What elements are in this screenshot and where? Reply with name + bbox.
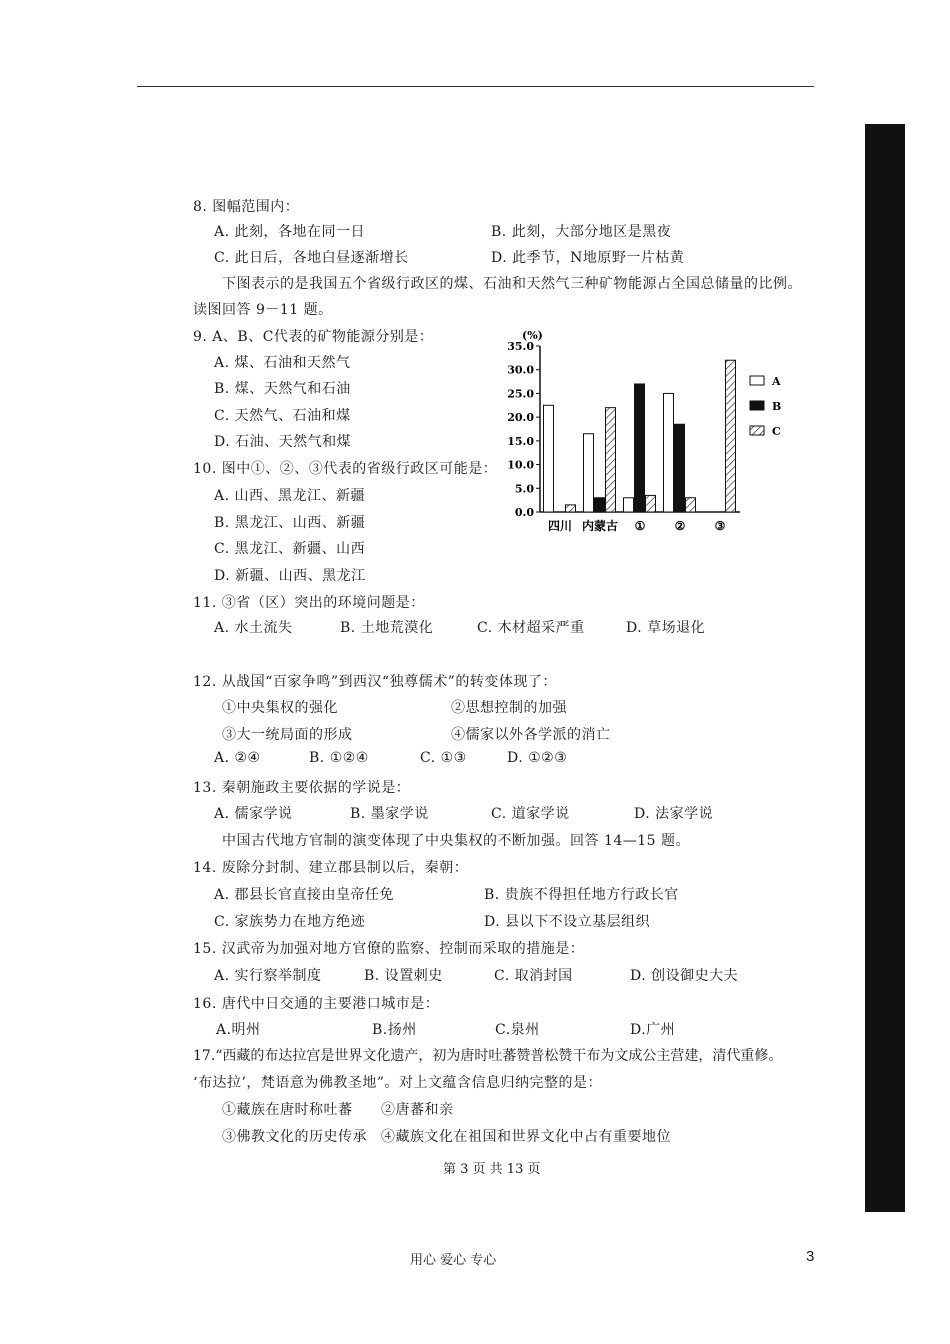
q10-option-c: C. 黑龙江、新疆、山西 [214,541,366,557]
q15-option-c: C. 取消封国 [494,968,573,984]
q17-item-4: ④藏族文化在祖国和世界文化中占有重要地位 [381,1129,671,1145]
q17-item-1: ①藏族在唐时称吐蕃 [222,1102,353,1118]
q12-item-2: ②思想控制的加强 [451,700,567,716]
q12-option-c: C. ①③ [420,750,467,766]
y-tick-label: 35.0 [507,340,534,353]
bar-A-0 [544,405,554,512]
q11-stem: 11. ③省（区）突出的环境问题是： [193,595,425,611]
exam-page-footer: 第 3 页 共 13 页 [443,1162,541,1177]
q12-option-a: A. ②④ [214,750,261,766]
legend-label-B: B [772,400,782,413]
legend-label-A: A [772,375,781,388]
y-tick-label: 20.0 [507,411,534,425]
legend-label-C: C [772,425,781,438]
q13-stem: 13. 秦朝施政主要依据的学说是： [193,780,411,796]
y-tick-label: 30.0 [507,363,534,377]
bar-C-1 [606,408,616,512]
bar-C-2 [646,495,656,512]
q9-stem: 9. A、B、C代表的矿物能源分别是： [193,329,434,345]
q12-option-d: D. ①②③ [507,750,568,766]
energy-reserve-bar-chart [500,326,800,546]
bar-A-2 [624,498,634,512]
q8-option-c: C. 此日后，各地白昼逐渐增长 [214,250,409,266]
intro-14-15: 中国古代地方官制的演变体现了中央集权的不断加强。回答 14—15 题。 [222,833,691,849]
q17-line1: 17.“西藏的布达拉宫是世界文化遗产，初为唐时吐蕃赞普松赞干布为文成公主营建，清代重修。 [193,1048,783,1064]
document-footer: 用心 爱心 专心 [410,1253,497,1268]
q14-option-c: C. 家族势力在地方绝迹 [214,914,366,930]
q11-option-b: B. 土地荒漠化 [340,620,434,636]
y-tick-label: 5.0 [514,482,534,496]
y-tick-label: 25.0 [507,387,534,401]
q10-option-d: D. 新疆、山西、黑龙江 [214,568,366,584]
q15-option-b: B. 设置刺史 [364,968,443,984]
q16-option-b: B.扬州 [372,1022,417,1038]
bar-C-3 [686,498,696,512]
q13-option-d: D. 法家学说 [634,806,714,822]
q15-option-a: A. 实行察举制度 [214,968,322,984]
q14-option-a: A. 郡县长官直接由皇帝任免 [214,887,395,903]
q13-option-c: C. 道家学说 [491,806,570,822]
q13-option-b: B. 墨家学说 [350,806,429,822]
q15-option-d: D. 创设御史大夫 [630,968,739,984]
bar-B-2 [635,384,645,512]
q11-option-c: C. 木材超采严重 [477,620,585,636]
page-number: 3 [806,1248,815,1265]
q10-stem: 10. 图中①、②、③代表的省级行政区可能是： [193,461,498,477]
legend-swatch-C [750,426,764,435]
y-tick-label: 15.0 [507,434,534,448]
q11-option-d: D. 草场退化 [626,620,706,636]
q12-item-1: ①中央集权的强化 [222,700,338,716]
x-tick-label: ② [674,519,686,533]
q9-option-d: D. 石油、天然气和煤 [214,434,352,450]
q12-stem: 12. 从战国“百家争鸣”到西汉“独尊儒术”的转变体现了： [193,674,557,690]
q10-option-a: A. 山西、黑龙江、新疆 [214,488,366,504]
q14-stem: 14. 废除分封制、建立郡县制以后，秦朝： [193,860,469,876]
q10-option-b: B. 黑龙江、山西、新疆 [214,515,366,531]
bar-B-1 [595,498,605,512]
q12-item-4: ④儒家以外各学派的消亡 [451,727,611,743]
q8-option-d: D. 此季节，N地原野一片枯黄 [491,250,685,266]
q12-option-b: B. ①②④ [309,750,369,766]
q14-option-b: B. 贵族不得担任地方行政长官 [484,887,679,903]
intro-9-11-line2: 读图回答 9－11 题。 [193,302,333,318]
q16-option-a: A.明州 [216,1022,261,1038]
q9-option-a: A. 煤、石油和天然气 [214,355,351,371]
scan-edge-bar [865,124,905,1212]
y-axis-label: (%) [522,329,543,342]
q9-option-b: B. 煤、天然气和石油 [214,381,351,397]
q14-option-d: D. 县以下不设立基层组织 [484,914,651,930]
bar-C-4 [726,360,736,512]
q15-stem: 15. 汉武帝为加强对地方官僚的监察、控制而采取的措施是： [193,941,585,957]
q8-option-a: A. 此刻，各地在同一日 [214,224,366,240]
q17-item-2: ②唐蕃和亲 [381,1102,454,1118]
x-tick-label: 内蒙古 [581,519,619,533]
q16-stem: 16. 唐代中日交通的主要港口城市是： [193,996,440,1012]
x-tick-label: ③ [714,519,726,533]
x-tick-label: ① [634,519,646,533]
q11-option-a: A. 水土流失 [214,620,293,636]
bar-C-0 [566,505,576,512]
legend-swatch-A [750,376,764,385]
top-rule [137,86,814,87]
intro-9-11-line1: 下图表示的是我国五个省级行政区的煤、石油和天然气三种矿物能源占全国总储量的比例。 [222,276,802,292]
q17-line2: ‘布达拉’，梵语意为佛教圣地”。对上文蕴含信息归纳完整的是： [193,1075,603,1091]
y-tick-label: 10.0 [507,458,534,472]
q8-stem: 8. 图幅范围内： [193,199,300,215]
x-tick-label: 四川 [547,519,573,533]
bar-A-1 [584,434,594,512]
bar-B-3 [675,424,685,512]
legend-swatch-B [750,401,764,410]
y-tick-label: 0.0 [514,506,534,519]
q13-option-a: A. 儒家学说 [214,806,293,822]
q17-item-3: ③佛教文化的历史传承 [222,1129,367,1145]
q9-option-c: C. 天然气、石油和煤 [214,408,351,424]
q16-option-c: C.泉州 [495,1022,540,1038]
bar-A-3 [664,393,674,512]
q12-item-3: ③大一统局面的形成 [222,727,353,743]
q16-option-d: D.广州 [630,1022,676,1038]
q8-option-b: B. 此刻，大部分地区是黑夜 [491,224,672,240]
